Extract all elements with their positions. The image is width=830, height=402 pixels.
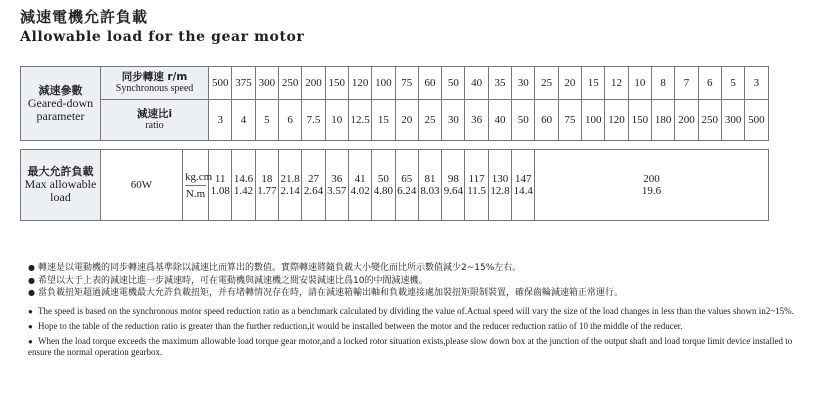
param-header-en: Geared-down parameter: [27, 95, 94, 123]
load-nm-value: 4.80: [373, 185, 393, 197]
ratio-cell: 20: [395, 100, 418, 141]
ratio-cell: 250: [698, 100, 721, 141]
bullet-icon: ●: [28, 275, 35, 285]
title-chinese: 減速電機允許負載: [20, 8, 149, 26]
param-header: [21, 67, 101, 141]
load-cell: [325, 150, 348, 221]
unit-cell: [183, 150, 213, 221]
note-zh-3-text: 當負載扭矩超過減速電機最大允許負載扭矩，并有堵轉情况存在時，請在減速箱輸出軸和負載連接處加裝扭矩限制裝置，確保齒輪減速箱正常運行。: [38, 288, 624, 298]
ratio-cell: 10: [325, 100, 348, 141]
load-kgcm-value: 36: [331, 173, 343, 185]
load-cell: [395, 150, 418, 221]
load-kgcm-value: 11: [214, 173, 226, 185]
load-header: [21, 150, 101, 221]
load-cell: [512, 150, 535, 221]
ratio-header: [101, 100, 209, 141]
load-nm-value: 1.77: [257, 185, 277, 197]
load-kgcm-value: 117: [468, 173, 485, 185]
ratio-cell: 12.5: [348, 100, 371, 141]
speed-cell: 120: [348, 67, 371, 100]
speed-cell: 500: [209, 67, 232, 100]
load-kgcm-value: 14.6: [233, 173, 254, 185]
note-zh-1-text: 轉速是以電動機的同步轉速爲基準除以減速比而算出的數值。實際轉速將隨負載大小變化而比所示數值減少2~15%左右。: [38, 263, 522, 273]
load-kgcm-value: 41: [354, 173, 366, 185]
bullet-icon: ●: [28, 306, 33, 316]
speed-header: [101, 67, 209, 100]
param-header-zh: 減速參數: [38, 83, 83, 97]
load-nm-value: 8.03: [420, 185, 440, 197]
speed-header-zh: 同步轉速 r/m: [121, 71, 188, 83]
load-kgcm-value: 50: [377, 173, 389, 185]
speed-cell: 375: [232, 67, 255, 100]
speed-cell: 15: [582, 67, 605, 100]
load-header-zh: 最大允許負載: [27, 165, 94, 178]
bullet-icon: ●: [28, 288, 35, 297]
gear-motor-load-table: [20, 66, 792, 221]
power-cell: 60W: [101, 150, 183, 221]
ratio-cell: 60: [535, 100, 558, 141]
ratio-cell: 25: [418, 100, 441, 141]
load-header-en: Max allowable load: [24, 177, 97, 204]
bullet-icon: ●: [28, 263, 35, 272]
load-cell: [488, 150, 511, 221]
ratio-cell: 50: [512, 100, 535, 141]
ratio-cell: 75: [558, 100, 581, 141]
load-cell: [465, 150, 488, 221]
ratio-cell: 36: [465, 100, 488, 141]
ratio-cell: 200: [675, 100, 698, 141]
note-zh-3: [28, 287, 798, 300]
load-nm-value: 14.4: [513, 185, 533, 197]
ratio-cell: 5: [255, 100, 278, 141]
note-en-2-text: Hope to the table of the reduction ratio is greater than the further reduction,it would be installed between the motor and the reducer reduction ratiio of 10 the middle of the reducer.: [38, 320, 683, 331]
ratio-cell: 120: [605, 100, 628, 141]
ratio-cell: 3: [209, 100, 232, 141]
speed-cell: 300: [255, 67, 278, 100]
speed-cell: 250: [278, 67, 301, 100]
speed-cell: 60: [418, 67, 441, 100]
load-nm-value: 4.02: [350, 185, 370, 197]
notes-section: [28, 262, 798, 362]
title-english: Allowable load for the gear motor: [20, 29, 305, 45]
speed-cell: 150: [325, 67, 348, 100]
load-cell: [255, 150, 278, 221]
load-cell: [278, 150, 301, 221]
table-spacer: [21, 141, 769, 150]
speed-cell: 6: [698, 67, 721, 100]
load-cell: [232, 150, 255, 221]
speed-cell: 3: [745, 67, 768, 100]
ratio-cell: 7.5: [302, 100, 325, 141]
unit-nm: N.m: [185, 187, 206, 200]
note-en-1: [28, 306, 798, 317]
load-rest-cell: [535, 150, 768, 221]
ratio-cell: 500: [745, 100, 768, 141]
ratio-header-zh: 減速比i: [136, 108, 173, 120]
bullet-icon: ●: [28, 321, 33, 331]
speed-header-en: Synchronous speed: [115, 83, 194, 94]
load-kgcm-value: 81: [424, 173, 436, 185]
speed-cell: 200: [302, 67, 325, 100]
load-nm-value: 11.5: [467, 185, 487, 197]
ratio-cell: 300: [721, 100, 744, 141]
load-kgcm-value: 130: [491, 173, 509, 185]
load-cell: [209, 150, 232, 221]
load-cell: [372, 150, 395, 221]
ratio-cell: 100: [582, 100, 605, 141]
note-en-3: [28, 336, 798, 358]
speed-cell: 40: [465, 67, 488, 100]
ratio-cell: 4: [232, 100, 255, 141]
ratio-cell: 30: [442, 100, 465, 141]
note-en-2: [28, 321, 798, 332]
speed-cell: 75: [395, 67, 418, 100]
load-nm-value: 2.14: [280, 185, 300, 197]
load-kgcm-value: 98: [447, 173, 459, 185]
ratio-cell: 150: [628, 100, 651, 141]
speed-cell: 7: [675, 67, 698, 100]
speed-cell: 30: [512, 67, 535, 100]
load-nm-value: 1.08: [210, 185, 230, 197]
load-cell: [348, 150, 371, 221]
note-zh-1: [28, 262, 798, 275]
note-zh-2: [28, 275, 798, 288]
load-cell: [418, 150, 441, 221]
load-rest-kgcm: 200: [643, 173, 660, 185]
ratio-cell: 180: [651, 100, 674, 141]
note-en-3-text: When the load torque exceeds the maximum allowable load torque gear motor,and a locked rotor situation exists,please slow down box at the junction of the output shaft and load torque limit device installed to ensure the normal operation gearbox.: [28, 335, 793, 357]
load-nm-value: 2.64: [303, 185, 324, 197]
load-kgcm-value: 147: [515, 173, 532, 185]
speed-cell: 5: [721, 67, 744, 100]
speed-cell: 8: [651, 67, 674, 100]
note-zh-2-text: 希望以大于上表的減速比進一步減速時，可在電動機與減速機之間安裝減速比爲10的中間減速機。: [38, 275, 428, 286]
load-kgcm-value: 21.8: [280, 173, 300, 185]
load-nm-value: 6.24: [397, 185, 417, 197]
ratio-cell: 40: [488, 100, 511, 141]
ratio-cell: 6: [278, 100, 301, 141]
unit-kgcm: kg.cm: [185, 171, 206, 186]
load-nm-value: 9.64: [443, 185, 463, 197]
load-cell: [442, 150, 465, 221]
load-nm-value: 12.8: [490, 185, 510, 197]
note-en-1-text: The speed is based on the synchronous motor speed reduction ratio as a benchmark calculated by dividing the value of.Actual speed will vary the size of the load changes in less than the values shown in2~15%.: [38, 305, 794, 316]
bullet-icon: ●: [28, 336, 33, 346]
load-kgcm-value: 18: [261, 173, 273, 185]
ratio-header-en: ratio: [145, 120, 164, 131]
speed-cell: 20: [558, 67, 581, 100]
speed-cell: 50: [442, 67, 465, 100]
load-rest-nm: 19.6: [641, 185, 662, 197]
speed-cell: 12: [605, 67, 628, 100]
load-kgcm-value: 65: [401, 173, 413, 185]
load-nm-value: 1.42: [233, 185, 254, 197]
speed-cell: 100: [372, 67, 395, 100]
speed-cell: 10: [628, 67, 651, 100]
speed-cell: 35: [488, 67, 511, 100]
load-nm-value: 3.57: [327, 185, 347, 197]
load-kgcm-value: 27: [307, 173, 319, 185]
load-cell: [302, 150, 325, 221]
speed-cell: 25: [535, 67, 558, 100]
ratio-cell: 15: [372, 100, 395, 141]
